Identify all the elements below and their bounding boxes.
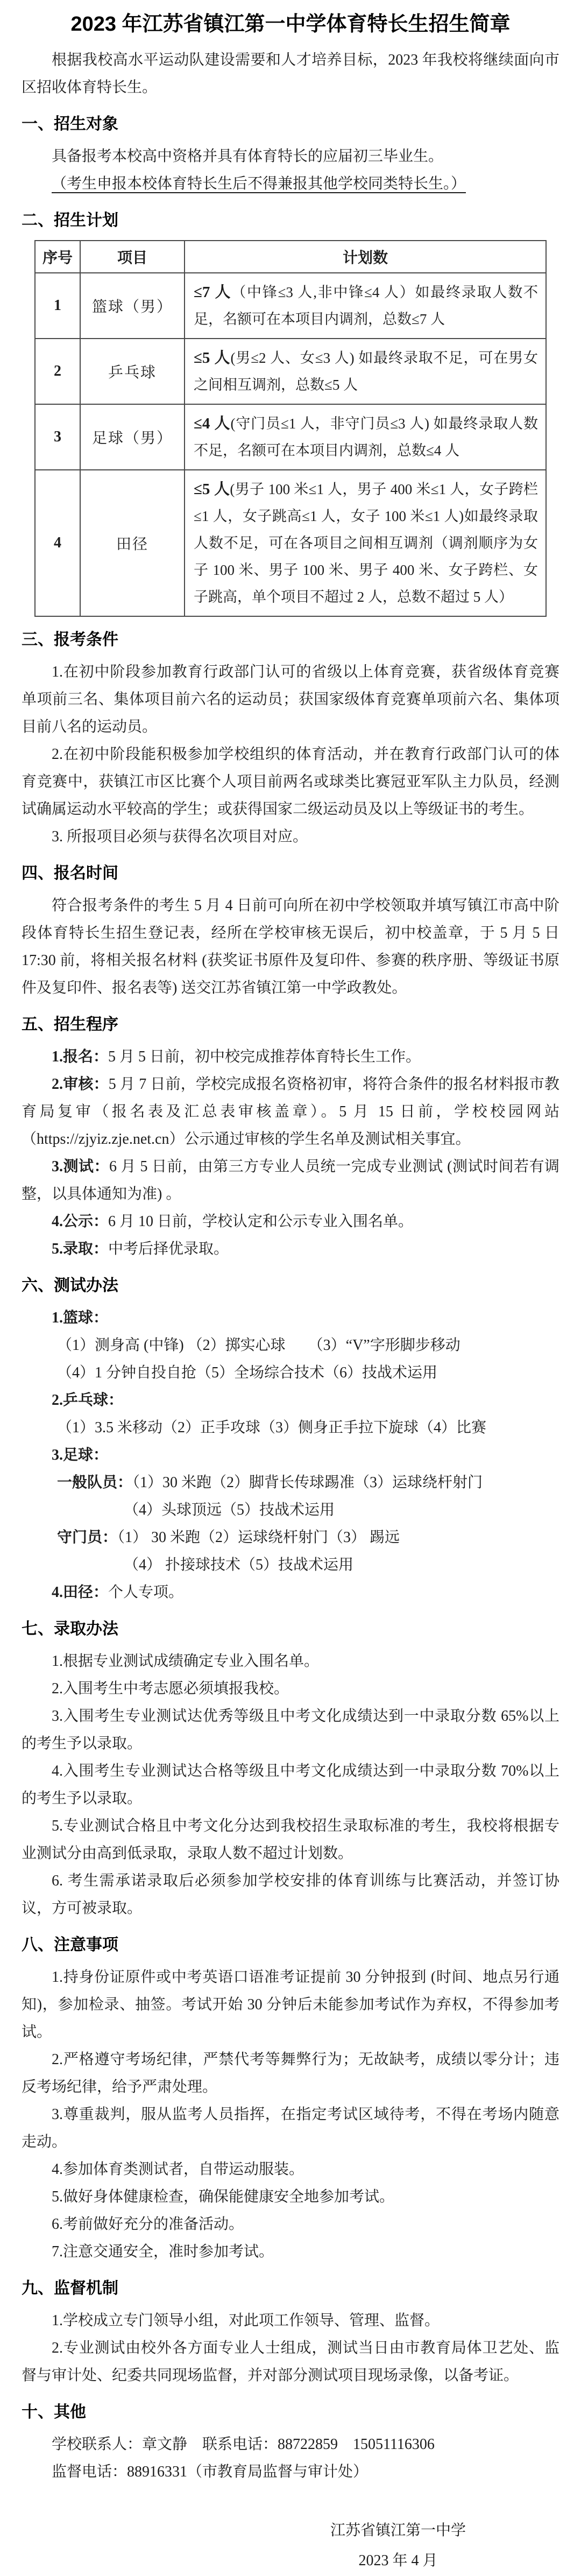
enrollment-plan-table [34,240,547,617]
step-label: 2.审核： [52,1076,109,1093]
signature-block [312,2516,484,2576]
row-no: 1 [35,273,80,339]
row-event: 篮球（男） [80,273,185,339]
s8-item: 4.参加体育类测试者，自带运动服装。 [52,2161,304,2178]
s6-sport-label [22,1304,559,1332]
s8-item: 6.考前做好充分的准备活动。 [52,2216,244,2233]
step-label: 1.报名： [52,1048,109,1065]
s8-item: 2.严格遵守考场纪律，严禁代考等舞弊行为；无故缺考，成绩以零分计；违反考场纪律，给予严肃处理。 [22,2051,559,2095]
supervision-phone-line: 监督电话：88916331（市教育局监督与审计处） [52,2464,369,2480]
row-plan [185,273,546,339]
football-goalkeeper-label: 守门员： [57,1529,118,1546]
plan-detail: (男≤2 人、女≤3 人) 如最终录取不足，可在男女之间相互调剂，总数≤5 人 [194,350,538,393]
section-heading-5: 五、招生程序 [22,1016,118,1033]
step-text: 中考后择优录取。 [108,1241,229,1257]
s3-item: 1.在初中阶段参加教育行政部门认可的省级以上体育竞赛，获省级体育竞赛单项前三名、集体项目前六名的运动员；获国家级体育竞赛单项前六名、集体项目前八名的运动员。 [22,664,559,735]
s7-item: 6. 考生需承诺录取后必须参加学校安排的体育训练与比赛活动，并签订协议，方可被录取。 [22,1873,559,1917]
s3-item: 3. 所报项目必须与获得名次项目对应。 [52,828,308,845]
s6-test-line: （1）3.5 米移动（2）正手攻球（3）侧身正手拉下旋球（4）比赛 [57,1419,487,1436]
s3-item: 2.在初中阶段能积极参加学校组织的体育活动，并在教育行政部门认可的体育竞赛中，获镇江市区比赛个人项目前两名或球类比赛冠亚军队主力队员，经测试确属运动水平较高的学生；或获得国家二级运动员及以上等级证书的考生。 [22,746,559,818]
section-heading-4: 四、报名时间 [22,864,118,882]
table-row [35,273,546,339]
step-text: 5 月 5 日前，初中校完成推荐体育特长生工作。 [108,1048,421,1065]
plan-quota: ≤7 人 [194,284,232,301]
row-event: 田径 [80,470,185,616]
s7-item: 1.根据专业测试成绩确定专业入围名单。 [52,1653,320,1670]
s7-item: 3.入围考生专业测试达优秀等级且中考文化成绩达到一中录取分数 65%以上的考生予以录取。 [22,1708,559,1752]
s5-item [22,1071,559,1153]
s8-item: 7.注意交通安全，准时参加考试。 [52,2243,274,2260]
s5-item [22,1153,559,1208]
signature-date: 2023 年 4 月 [358,2552,438,2569]
row-event: 足球（男） [80,404,185,470]
section-heading-3: 三、报考条件 [22,631,118,649]
sport-athletics-label: 4.田径： [52,1584,109,1601]
row-plan [185,404,546,470]
s1-note [22,170,559,198]
table-header-row [35,241,546,273]
row-event: 乒乓球 [80,339,185,404]
row-plan [185,339,546,404]
page-title: 2023 年江苏省镇江第一中学体育特长生招生简章 [70,13,511,36]
s8-item: 3.尊重裁判，服从监考人员指挥，在指定考试区域待考，不得在考场内随意走动。 [22,2106,559,2150]
s6-test-line [22,1524,559,1551]
s8-item: 1.持身份证原件或中考英语口语准考证提前 30 分钟报到 (时间、地点另行通知)，参加检录、抽签。考试开始 30 分钟后未能参加考试作为弃权，不得参加考试。 [22,1969,559,2040]
row-no: 3 [35,404,80,470]
section-heading-10: 十、其他 [22,2403,86,2421]
sport-basketball-label: 1.篮球： [52,1310,109,1326]
step-text: 6 月 5 日前，由第三方专业人员统一完成专业测试 (测试时间若有调整，以具体通知为准) 。 [22,1158,559,1202]
section-heading-8: 八、注意事项 [22,1936,118,1954]
col-header-plan: 计划数 [185,241,546,273]
section-heading-1: 一、招生对象 [22,115,118,133]
s7-item: 5.专业测试合格且中考文化分达到我校招生录取标准的考生，我校将根据专业测试分由高到低录取，录取人数不超过计划数。 [22,1818,559,1862]
col-header-no: 序号 [35,241,80,273]
s8-item: 5.做好身体健康检查，确保能健康安全地参加考试。 [52,2188,395,2205]
s6-sport-label [22,1386,559,1414]
s1-paragraph: 具备报考本校高中资格并具有体育特长的应届初三毕业生。 [52,148,444,165]
s6-test-line [22,1469,559,1496]
section-heading-6: 六、测试办法 [22,1277,118,1294]
section-heading-9: 九、监督机制 [22,2279,118,2297]
intro-paragraph: 根据我校高水平运动队建设需要和人才培养目标，2023 年我校将继续面向市区招收体育特长生。 [22,52,559,96]
s6-test-line: （1）测身高 (中锋) （2）掷实心球 （3）“V”字形脚步移动 [57,1337,460,1354]
step-text: 5 月 7 日前，学校完成报名资格初审，将符合条件的报名材料报市教育局复审（报名表及汇总表审核盖章）。5 月 15 日前，学校校园网站（https://zjyiz.zje.net.cn）公示通过审核的学生名单及测试相关事宜。 [22,1076,559,1148]
s6-sport-label [22,1441,559,1469]
step-label: 5.录取： [52,1241,109,1257]
s6-test-line: （4）头球顶远（5）技战术运用 [124,1502,335,1518]
row-no: 4 [35,470,80,616]
football-general-tests: （1）30 米跑（2）脚背长传球踢准（3）运球绕杆射门 [132,1474,483,1491]
step-label: 4.公示： [52,1213,109,1230]
step-text: 6 月 10 日前，学校认定和公示专业入围名单。 [108,1213,414,1230]
contact-line: 学校联系人：章文静 联系电话：88722859 15051116306 [52,2436,435,2453]
row-plan [185,470,546,616]
plan-quota: ≤4 人 [194,415,231,432]
s9-item: 2.专业测试由校外各方面专业人士组成，测试当日由市教育局体卫艺处、监督与审计处、纪委共同现场监督，并对部分测试项目现场录像，以备考证。 [22,2340,559,2384]
plan-detail: （中锋≤3 人,非中锋≤4 人）如最终录取人数不足，名额可在本项目内调剂，总数≤7 人 [194,284,538,327]
row-no: 2 [35,339,80,404]
plan-quota: ≤5 人 [194,481,230,498]
plan-quota: ≤5 人 [194,349,231,367]
athletics-tests: 个人专项。 [108,1584,184,1601]
s6-test-line: （4） 扑接球技术（5）技战术运用 [124,1557,354,1573]
signature-school: 江苏省镇江第一中学 [330,2522,466,2539]
table-row [35,339,546,404]
sport-tabletennis-label: 2.乒乓球： [52,1392,124,1409]
step-label: 3.测试： [52,1158,110,1175]
plan-detail: (守门员≤1 人，非守门员≤3 人) 如最终录取人数不足，名额可在本项目内调剂，总数≤4 人 [194,416,538,459]
s5-item [22,1235,559,1263]
s9-item: 1.学校成立专门领导小组，对此项工作领导、管理、监督。 [52,2312,440,2329]
s6-sport-label [22,1579,559,1606]
plan-detail: (男子 100 米≤1 人，男子 400 米≤1 人，女子跨栏≤1 人，女子跳高≤1 人，女子 100 米≤1 人)如最终录取人数不足，可在各项目之间相互调剂（调剂顺序为女子 100 米、男子 100 米、男子 400 米、女子跨栏、女子跳高，单个项目不超过 2 人，总数不超过 5 人） [194,481,538,605]
col-header-event: 项目 [80,241,185,273]
table-row [35,470,546,616]
football-general-label: 一般队员： [57,1474,133,1491]
s5-item [22,1043,559,1071]
sport-football-label: 3.足球： [52,1447,109,1463]
football-goalkeeper-tests: （1） 30 米跑（2）运球绕杆射门（3） 踢远 [117,1529,400,1546]
table-row [35,404,546,470]
section-heading-2: 二、招生计划 [22,212,118,229]
underlined-note: （考生申报本校体育特长生后不得兼报其他学校同类特长生。） [52,175,466,192]
s4-paragraph: 符合报考条件的考生 5 月 4 日前可向所在初中学校领取并填写镇江市高中阶段体育特长生招生登记表，经所在学校审核无误后，初中校盖章，于 5 月 5 日 17:30 前，将相关报名材料 (获奖证书原件及复印件、参赛的秩序册、等级证书原件及复印件、报名表等) 送交江苏省镇江第一中学政教处。 [22,897,559,996]
s7-item: 4.入围考生专业测试达合格等级且中考文化成绩达到一中录取分数 70%以上的考生予以录取。 [22,1763,559,1807]
s7-item: 2.入围考生中考志愿必须填报我校。 [52,1680,289,1697]
s6-test-line: （4）1 分钟自投自抢（5）全场综合技术（6）技战术运用 [57,1364,438,1381]
section-heading-7: 七、录取办法 [22,1620,118,1638]
s5-item [22,1208,559,1235]
